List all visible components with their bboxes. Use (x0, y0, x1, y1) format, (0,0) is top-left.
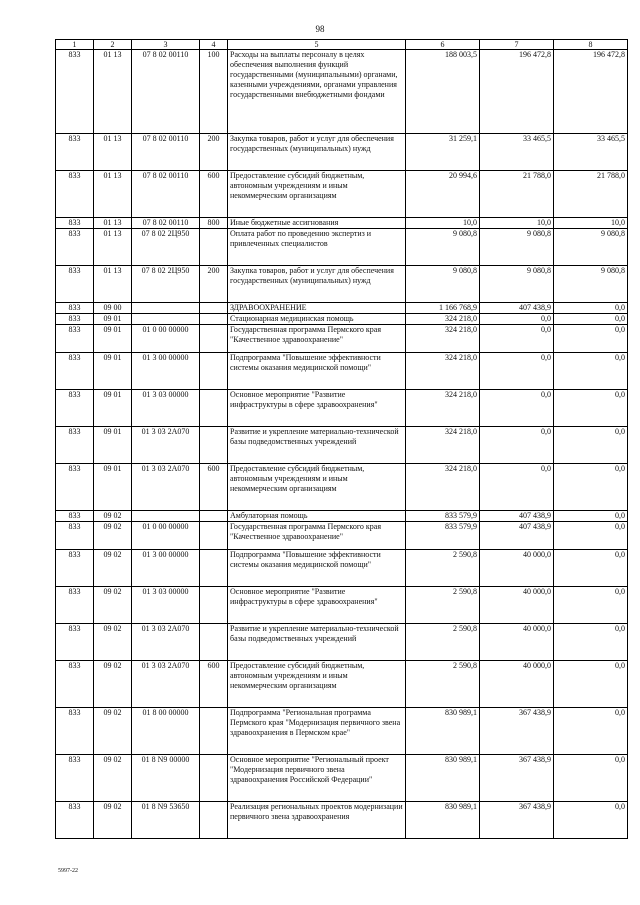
section-cell: 01 13 (94, 229, 132, 266)
section-cell: 01 13 (94, 50, 132, 134)
amount-2023-cell: 324 218,0 (406, 353, 480, 390)
amount-2024-cell: 407 438,9 (480, 522, 554, 550)
amount-2024-cell: 40 000,0 (480, 550, 554, 587)
description-cell: ЗДРАВООХРАНЕНИЕ (228, 303, 406, 314)
amount-2024-cell: 40 000,0 (480, 661, 554, 708)
expense-type-cell (200, 755, 228, 802)
expense-type-cell (200, 511, 228, 522)
row-code-cell: 833 (56, 522, 94, 550)
amount-2025-cell: 0,0 (554, 325, 628, 353)
amount-2024-cell: 33 465,5 (480, 134, 554, 171)
description-cell: Основное мероприятие "Развитие инфраструктуры в сфере здравоохранения" (228, 390, 406, 427)
amount-2023-cell: 9 080,8 (406, 266, 480, 303)
column-header: 7 (480, 40, 554, 50)
amount-2023-cell: 324 218,0 (406, 325, 480, 353)
expense-type-cell: 600 (200, 661, 228, 708)
amount-2023-cell: 833 579,9 (406, 511, 480, 522)
amount-2025-cell: 9 080,8 (554, 229, 628, 266)
page-number: 98 (315, 24, 325, 34)
description-cell: Государственная программа Пермского края "Качественное здравоохранение" (228, 522, 406, 550)
target-article-cell: 01 0 00 00000 (132, 522, 200, 550)
row-code-cell: 833 (56, 171, 94, 218)
target-article-cell: 01 3 03 2А070 (132, 427, 200, 464)
amount-2023-cell: 830 989,1 (406, 755, 480, 802)
target-article-cell: 01 0 00 00000 (132, 325, 200, 353)
target-article-cell: 01 3 00 00000 (132, 550, 200, 587)
section-cell: 09 01 (94, 390, 132, 427)
amount-2025-cell: 0,0 (554, 708, 628, 755)
target-article-cell: 01 8 N9 00000 (132, 755, 200, 802)
expense-type-cell (200, 624, 228, 661)
expense-type-cell (200, 522, 228, 550)
amount-2025-cell: 0,0 (554, 303, 628, 314)
amount-2025-cell: 196 472,8 (554, 50, 628, 134)
description-cell: Подпрограмма "Региональная программа Пермского края "Модернизация первичного звена здравоохранения в Пермском крае" (228, 708, 406, 755)
amount-2024-cell: 367 438,9 (480, 802, 554, 839)
description-cell: Оплата работ по проведению экспертиз и привлеченных специалистов (228, 229, 406, 266)
expense-type-cell: 600 (200, 171, 228, 218)
section-cell: 09 01 (94, 325, 132, 353)
amount-2025-cell: 0,0 (554, 314, 628, 325)
row-code-cell: 833 (56, 427, 94, 464)
table-row (56, 134, 628, 171)
amount-2024-cell: 40 000,0 (480, 587, 554, 624)
description-cell: Расходы на выплаты персоналу в целях обеспечения выполнения функций государственными (муниципальными) органами, казенными учреждениями, органами управления государственными внебюджетными фондами (228, 50, 406, 134)
amount-2025-cell: 0,0 (554, 522, 628, 550)
amount-2023-cell: 324 218,0 (406, 464, 480, 511)
amount-2023-cell: 830 989,1 (406, 708, 480, 755)
row-code-cell: 833 (56, 218, 94, 229)
amount-2025-cell: 21 788,0 (554, 171, 628, 218)
target-article-cell: 07 8 02 00110 (132, 171, 200, 218)
table-row (56, 325, 628, 353)
amount-2024-cell: 0,0 (480, 427, 554, 464)
row-code-cell: 833 (56, 50, 94, 134)
amount-2023-cell: 324 218,0 (406, 427, 480, 464)
amount-2025-cell: 0,0 (554, 755, 628, 802)
expense-type-cell: 800 (200, 218, 228, 229)
table-row (56, 755, 628, 802)
row-code-cell: 833 (56, 755, 94, 802)
amount-2024-cell: 0,0 (480, 353, 554, 390)
amount-2023-cell: 9 080,8 (406, 229, 480, 266)
expense-type-cell (200, 802, 228, 839)
expense-type-cell: 600 (200, 464, 228, 511)
row-code-cell: 833 (56, 314, 94, 325)
amount-2024-cell: 9 080,8 (480, 229, 554, 266)
section-cell: 01 13 (94, 266, 132, 303)
amount-2024-cell: 21 788,0 (480, 171, 554, 218)
amount-2023-cell: 324 218,0 (406, 314, 480, 325)
column-header: 2 (94, 40, 132, 50)
description-cell: Государственная программа Пермского края "Качественное здравоохранение" (228, 325, 406, 353)
table-row (56, 511, 628, 522)
description-cell: Закупка товаров, работ и услуг для обеспечения государственных (муниципальных) нужд (228, 266, 406, 303)
amount-2025-cell: 33 465,5 (554, 134, 628, 171)
section-cell: 01 13 (94, 218, 132, 229)
amount-2023-cell: 2 590,8 (406, 587, 480, 624)
description-cell: Развитие и укрепление материально-технической базы подведомственных учреждений (228, 624, 406, 661)
amount-2024-cell: 10,0 (480, 218, 554, 229)
target-article-cell (132, 511, 200, 522)
amount-2023-cell: 20 994,6 (406, 171, 480, 218)
budget-table (55, 39, 628, 839)
row-code-cell: 833 (56, 550, 94, 587)
target-article-cell: 01 3 03 2А070 (132, 464, 200, 511)
table-row (56, 229, 628, 266)
column-header: 3 (132, 40, 200, 50)
target-article-cell (132, 303, 200, 314)
row-code-cell: 833 (56, 353, 94, 390)
amount-2024-cell: 407 438,9 (480, 303, 554, 314)
target-article-cell: 07 8 02 00110 (132, 50, 200, 134)
table-body (56, 50, 628, 839)
row-code-cell: 833 (56, 390, 94, 427)
table-row (56, 661, 628, 708)
target-article-cell: 01 3 03 00000 (132, 587, 200, 624)
column-header: 5 (228, 40, 406, 50)
amount-2023-cell: 2 590,8 (406, 550, 480, 587)
amount-2025-cell: 0,0 (554, 511, 628, 522)
section-cell: 09 01 (94, 314, 132, 325)
amount-2024-cell: 0,0 (480, 390, 554, 427)
table-row (56, 550, 628, 587)
amount-2025-cell: 10,0 (554, 218, 628, 229)
expense-type-cell (200, 314, 228, 325)
amount-2025-cell: 9 080,8 (554, 266, 628, 303)
section-cell: 09 02 (94, 550, 132, 587)
section-cell: 01 13 (94, 134, 132, 171)
expense-type-cell (200, 427, 228, 464)
expense-type-cell (200, 708, 228, 755)
section-cell: 09 02 (94, 661, 132, 708)
section-cell: 09 02 (94, 511, 132, 522)
description-cell: Основное мероприятие "Развитие инфраструктуры в сфере здравоохранения" (228, 587, 406, 624)
expense-type-cell (200, 390, 228, 427)
table-row (56, 50, 628, 134)
target-article-cell: 01 3 03 2А070 (132, 624, 200, 661)
section-cell: 01 13 (94, 171, 132, 218)
amount-2023-cell: 10,0 (406, 218, 480, 229)
amount-2023-cell: 324 218,0 (406, 390, 480, 427)
table-row (56, 708, 628, 755)
description-cell: Основное мероприятие "Региональный проект "Модернизация первичного звена здравоохранения Российской Федерации" (228, 755, 406, 802)
amount-2025-cell: 0,0 (554, 587, 628, 624)
amount-2024-cell: 9 080,8 (480, 266, 554, 303)
expense-type-cell (200, 587, 228, 624)
amount-2023-cell: 2 590,8 (406, 661, 480, 708)
row-code-cell: 833 (56, 708, 94, 755)
table-row (56, 171, 628, 218)
amount-2025-cell: 0,0 (554, 427, 628, 464)
row-code-cell: 833 (56, 511, 94, 522)
row-code-cell: 833 (56, 229, 94, 266)
table-row (56, 624, 628, 661)
amount-2024-cell: 367 438,9 (480, 708, 554, 755)
target-article-cell: 07 8 02 2Ц950 (132, 266, 200, 303)
amount-2025-cell: 0,0 (554, 661, 628, 708)
row-code-cell: 833 (56, 464, 94, 511)
description-cell: Стационарная медицинская помощь (228, 314, 406, 325)
amount-2024-cell: 0,0 (480, 314, 554, 325)
amount-2023-cell: 830 989,1 (406, 802, 480, 839)
target-article-cell: 01 8 N9 53650 (132, 802, 200, 839)
row-code-cell: 833 (56, 325, 94, 353)
table-row (56, 266, 628, 303)
section-cell: 09 01 (94, 353, 132, 390)
description-cell: Закупка товаров, работ и услуг для обеспечения государственных (муниципальных) нужд (228, 134, 406, 171)
amount-2025-cell: 0,0 (554, 550, 628, 587)
table-row (56, 802, 628, 839)
column-header: 8 (554, 40, 628, 50)
target-article-cell: 07 8 02 00110 (132, 134, 200, 171)
amount-2023-cell: 31 259,1 (406, 134, 480, 171)
column-header: 6 (406, 40, 480, 50)
row-code-cell: 833 (56, 587, 94, 624)
amount-2024-cell: 0,0 (480, 325, 554, 353)
row-code-cell: 833 (56, 266, 94, 303)
expense-type-cell (200, 229, 228, 266)
amount-2025-cell: 0,0 (554, 353, 628, 390)
target-article-cell: 01 8 00 00000 (132, 708, 200, 755)
section-cell: 09 01 (94, 427, 132, 464)
description-cell: Иные бюджетные ассигнования (228, 218, 406, 229)
column-header: 4 (200, 40, 228, 50)
table-row (56, 314, 628, 325)
table-row (56, 353, 628, 390)
description-cell: Развитие и укрепление материально-технической базы подведомственных учреждений (228, 427, 406, 464)
section-cell: 09 02 (94, 587, 132, 624)
amount-2025-cell: 0,0 (554, 802, 628, 839)
target-article-cell: 01 3 03 00000 (132, 390, 200, 427)
table-header-row (56, 40, 628, 50)
expense-type-cell: 200 (200, 134, 228, 171)
amount-2024-cell: 407 438,9 (480, 511, 554, 522)
row-code-cell: 833 (56, 624, 94, 661)
description-cell: Подпрограмма "Повышение эффективности системы оказания медицинской помощи" (228, 353, 406, 390)
row-code-cell: 833 (56, 661, 94, 708)
expense-type-cell (200, 550, 228, 587)
expense-type-cell: 100 (200, 50, 228, 134)
column-header: 1 (56, 40, 94, 50)
table-row (56, 218, 628, 229)
description-cell: Амбулаторная помощь (228, 511, 406, 522)
description-cell: Предоставление субсидий бюджетным, автономным учреждениям и иным некоммерческим организациям (228, 171, 406, 218)
amount-2025-cell: 0,0 (554, 464, 628, 511)
amount-2023-cell: 1 166 768,9 (406, 303, 480, 314)
amount-2024-cell: 0,0 (480, 464, 554, 511)
target-article-cell: 01 3 03 2А070 (132, 661, 200, 708)
description-cell: Подпрограмма "Повышение эффективности системы оказания медицинской помощи" (228, 550, 406, 587)
row-code-cell: 833 (56, 134, 94, 171)
expense-type-cell (200, 325, 228, 353)
section-cell: 09 02 (94, 708, 132, 755)
target-article-cell: 07 8 02 2Ц950 (132, 229, 200, 266)
table-row (56, 390, 628, 427)
target-article-cell: 01 3 00 00000 (132, 353, 200, 390)
table-row (56, 303, 628, 314)
amount-2023-cell: 833 579,9 (406, 522, 480, 550)
footer-code: 5997-22 (58, 868, 78, 874)
table-row (56, 522, 628, 550)
target-article-cell (132, 314, 200, 325)
section-cell: 09 02 (94, 802, 132, 839)
table-row (56, 587, 628, 624)
section-cell: 09 01 (94, 464, 132, 511)
amount-2023-cell: 2 590,8 (406, 624, 480, 661)
section-cell: 09 00 (94, 303, 132, 314)
expense-type-cell: 200 (200, 266, 228, 303)
row-code-cell: 833 (56, 802, 94, 839)
amount-2023-cell: 188 003,5 (406, 50, 480, 134)
description-cell: Предоставление субсидий бюджетным, автономным учреждениям и иным некоммерческим организациям (228, 661, 406, 708)
amount-2024-cell: 40 000,0 (480, 624, 554, 661)
amount-2025-cell: 0,0 (554, 390, 628, 427)
expense-type-cell (200, 353, 228, 390)
table-row (56, 464, 628, 511)
target-article-cell: 07 8 02 00110 (132, 218, 200, 229)
section-cell: 09 02 (94, 522, 132, 550)
amount-2024-cell: 196 472,8 (480, 50, 554, 134)
amount-2024-cell: 367 438,9 (480, 755, 554, 802)
description-cell: Реализация региональных проектов модернизации первичного звена здравоохранения (228, 802, 406, 839)
section-cell: 09 02 (94, 755, 132, 802)
expense-type-cell (200, 303, 228, 314)
row-code-cell: 833 (56, 303, 94, 314)
amount-2025-cell: 0,0 (554, 624, 628, 661)
description-cell: Предоставление субсидий бюджетным, автономным учреждениям и иным некоммерческим организациям (228, 464, 406, 511)
section-cell: 09 02 (94, 624, 132, 661)
table-row (56, 427, 628, 464)
